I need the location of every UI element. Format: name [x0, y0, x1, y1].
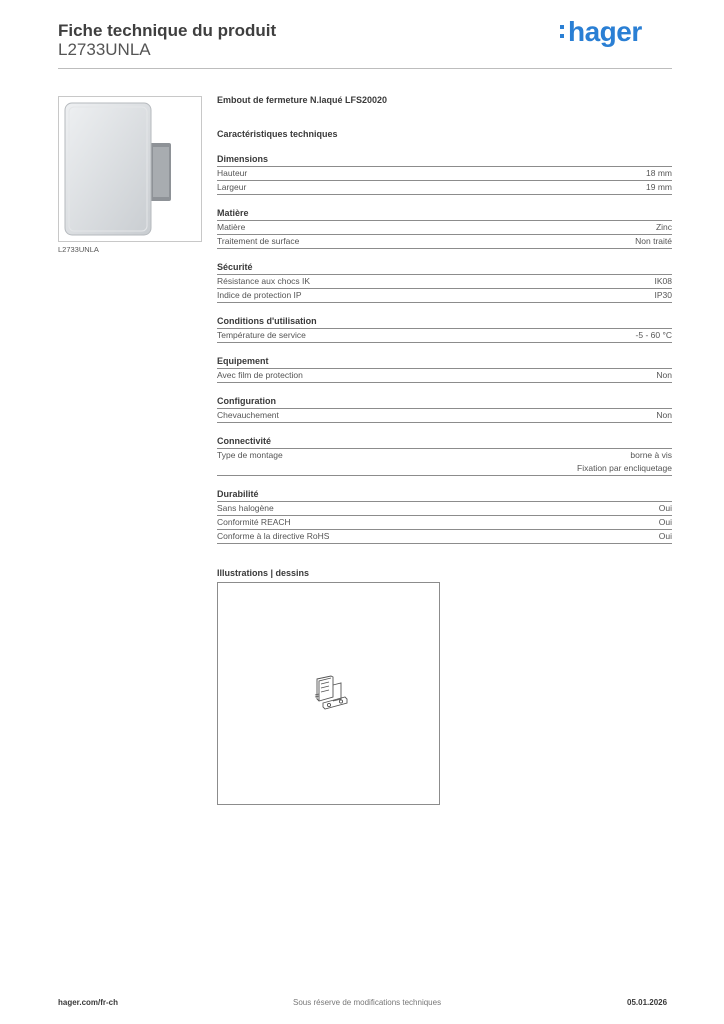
spec-row — [217, 530, 672, 544]
spec-key: Avec film de protection — [217, 370, 303, 380]
spec-value: Oui — [658, 531, 672, 541]
section-equipment — [217, 355, 672, 383]
section-title: Configuration — [217, 395, 672, 409]
spec-value: 18 mm — [646, 168, 672, 178]
footer-disclaimer: Sous réserve de modifications techniques — [293, 998, 442, 1007]
illustrations-title: Illustrations | dessins — [217, 568, 310, 578]
product-photo — [58, 96, 202, 242]
spec-key: Résistance aux chocs IK — [217, 276, 311, 286]
spec-key: Type de montage — [217, 450, 283, 460]
product-name: Embout de fermeture N.laqué LFS20020 — [217, 95, 388, 105]
illustration-drawing — [217, 582, 440, 805]
spec-row — [217, 167, 672, 181]
logo-dots-icon — [560, 25, 564, 43]
spec-row — [217, 289, 672, 303]
spec-key: Traitement de surface — [217, 236, 300, 246]
spec-row — [217, 329, 672, 343]
spec-row — [217, 502, 672, 516]
end-cap-photo-icon — [59, 97, 201, 241]
spec-key: Chevauchement — [217, 410, 279, 420]
spec-value: Non traité — [635, 236, 672, 246]
section-title: Durabilité — [217, 488, 672, 502]
spec-row — [217, 516, 672, 530]
spec-key: Indice de protection IP — [217, 290, 302, 300]
spec-value-line: borne à vis — [630, 450, 672, 460]
spec-value-line: Fixation par encliquetage — [577, 463, 672, 473]
spec-value: Non — [656, 370, 672, 380]
spec-key: Matière — [217, 222, 246, 232]
spec-value: 19 mm — [646, 182, 672, 192]
spec-value — [577, 449, 672, 475]
section-title: Conditions d'utilisation — [217, 315, 672, 329]
section-connectivity — [217, 435, 672, 476]
section-configuration — [217, 395, 672, 423]
section-title: Dimensions — [217, 153, 672, 167]
header-divider — [58, 68, 672, 69]
spec-row — [217, 221, 672, 235]
section-title: Equipement — [217, 355, 672, 369]
spec-key: Température de service — [217, 330, 306, 340]
photo-caption: L2733UNLA — [58, 245, 99, 254]
header-reference: L2733UNLA — [58, 40, 151, 59]
section-dimensions — [217, 153, 672, 195]
content-column — [217, 93, 672, 805]
spec-value: Oui — [658, 503, 672, 513]
spec-row — [217, 181, 672, 195]
spec-key: Conformité REACH — [217, 517, 291, 527]
tech-characteristics-title: Caractéristiques techniques — [217, 129, 338, 139]
spec-row — [217, 409, 672, 423]
end-cap-drawing-icon — [311, 675, 351, 715]
spec-key: Largeur — [217, 182, 247, 192]
spec-value: IK08 — [654, 276, 672, 286]
spec-row — [217, 235, 672, 249]
spec-key: Conforme à la directive RoHS — [217, 531, 330, 541]
section-title: Connectivité — [217, 435, 672, 449]
section-title: Sécurité — [217, 261, 672, 275]
spec-value: Oui — [658, 517, 672, 527]
spec-value: Non — [656, 410, 672, 420]
section-title: Matière — [217, 207, 672, 221]
section-security — [217, 261, 672, 303]
section-durability — [217, 488, 672, 544]
spec-key: Hauteur — [217, 168, 248, 178]
hager-logo[interactable] — [568, 16, 642, 48]
spec-row — [217, 275, 672, 289]
footer-website[interactable]: hager.com/fr-ch — [58, 998, 119, 1007]
spec-value: IP30 — [654, 290, 672, 300]
logo-text: hager — [568, 16, 642, 47]
spec-value: -5 - 60 °C — [635, 330, 672, 340]
footer-date: 05.01.2026 — [627, 998, 668, 1007]
section-conditions — [217, 315, 672, 343]
spec-row — [217, 449, 672, 476]
spec-row — [217, 369, 672, 383]
header-title: Fiche technique du produit — [58, 21, 277, 40]
spec-value: Zinc — [655, 222, 672, 232]
section-material — [217, 207, 672, 249]
spec-key: Sans halogène — [217, 503, 274, 513]
